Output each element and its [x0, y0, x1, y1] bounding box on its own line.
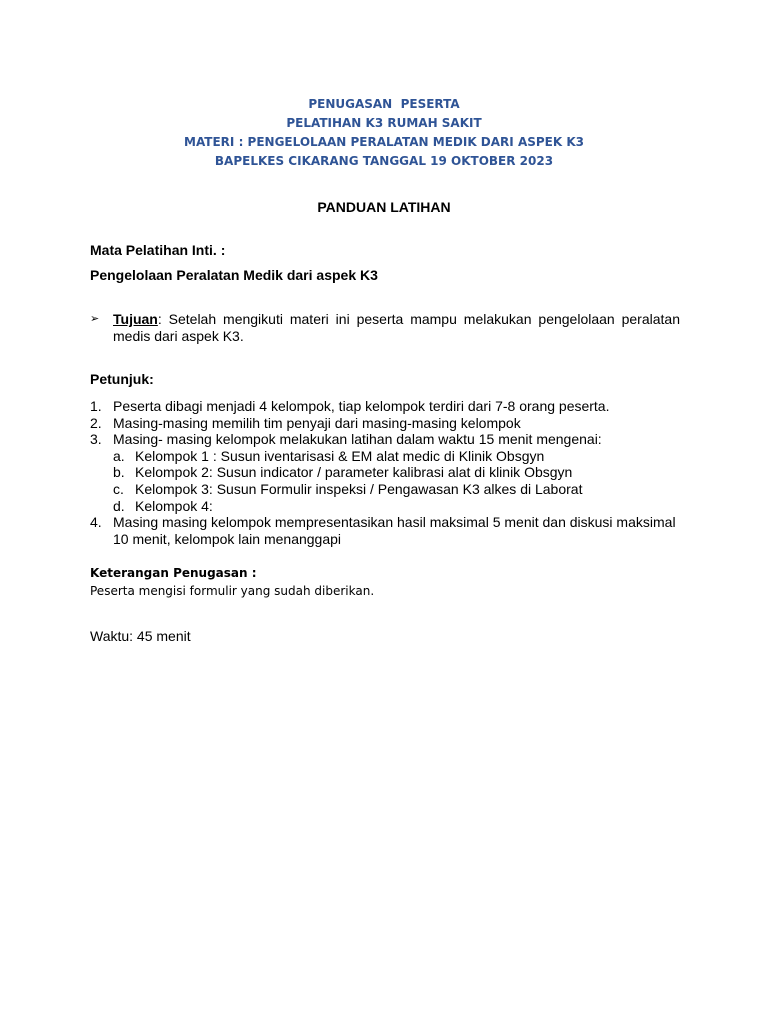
arrow-bullet-icon: ➢ [90, 313, 100, 325]
sublist-item-letter: a. [113, 447, 125, 464]
document-header [0, 95, 768, 171]
sublist-item [90, 498, 690, 515]
notes-title: Keterangan Penugasan : [90, 566, 257, 580]
list-item-text: Masing- masing kelompok melakukan latihan dalam waktu 15 menit mengenai: [113, 431, 602, 448]
sublist-item-text: Kelompok 2: Susun indicator / parameter kalibrasi alat di klinik Obsgyn [135, 464, 573, 481]
goal-label: Tujuan [113, 311, 158, 327]
course-name: Pengelolaan Peralatan Medik dari aspek K3 [90, 267, 378, 283]
list-item-number: 4. [90, 514, 102, 531]
sublist-item-text: Kelompok 4: [135, 497, 213, 514]
goal-description: : Setelah mengikuti materi ini peserta mampu melakukan pengelolaan peralatan medis dari aspek K3. [113, 311, 680, 344]
sublist-item [90, 464, 690, 481]
list-item-number: 3. [90, 431, 102, 448]
goal-section [90, 311, 680, 345]
list-item-text: Masing-masing memilih tim penyaji dari masing-masing kelompok [113, 414, 521, 431]
list-item [90, 398, 690, 415]
course-label: Mata Pelatihan Inti. : [90, 242, 226, 258]
sublist-item-text: Kelompok 1 : Susun iventarisasi & EM alat medic di Klinik Obsgyn [135, 447, 545, 464]
list-item-number: 2. [90, 414, 102, 431]
sublist-item-letter: d. [113, 497, 125, 514]
sublist-item-letter: c. [113, 480, 124, 497]
list-item-text: Peserta dibagi menjadi 4 kelompok, tiap kelompok terdiri dari 7-8 orang peserta. [113, 398, 610, 414]
guide-title: PANDUAN LATIHAN [317, 199, 451, 215]
sublist-item-text: Kelompok 3: Susun Formulir inspeksi / Pengawasan K3 alkes di Laborat [135, 480, 583, 497]
instructions-title: Petunjuk: [90, 371, 154, 387]
instructions-list [90, 398, 690, 547]
notes-body: Peserta mengisi formulir yang sudah diberikan. [90, 584, 375, 598]
list-item-number: 1. [90, 398, 102, 414]
sublist-item-letter: b. [113, 464, 125, 481]
header-line-4: BAPELKES CIKARANG TANGGAL 19 OKTOBER 2023 [214, 154, 554, 168]
sublist-item [90, 448, 690, 465]
list-item [90, 514, 690, 547]
goal-text [113, 311, 680, 345]
time-info: Waktu: 45 menit [90, 628, 191, 644]
header-line-1: PENUGASAN PESERTA [308, 97, 460, 111]
list-item-text: Masing masing kelompok mempresentasikan hasil maksimal 5 menit dan diskusi maksimal 10 menit, kelompok lain menanggapi [113, 514, 676, 547]
sublist-item [90, 481, 690, 498]
header-line-2: PELATIHAN K3 RUMAH SAKIT [286, 116, 482, 130]
header-line-3: MATERI : PENGELOLAAN PERALATAN MEDIK DARI ASPEK K3 [184, 135, 584, 149]
list-item [90, 415, 690, 432]
list-item [90, 431, 690, 448]
